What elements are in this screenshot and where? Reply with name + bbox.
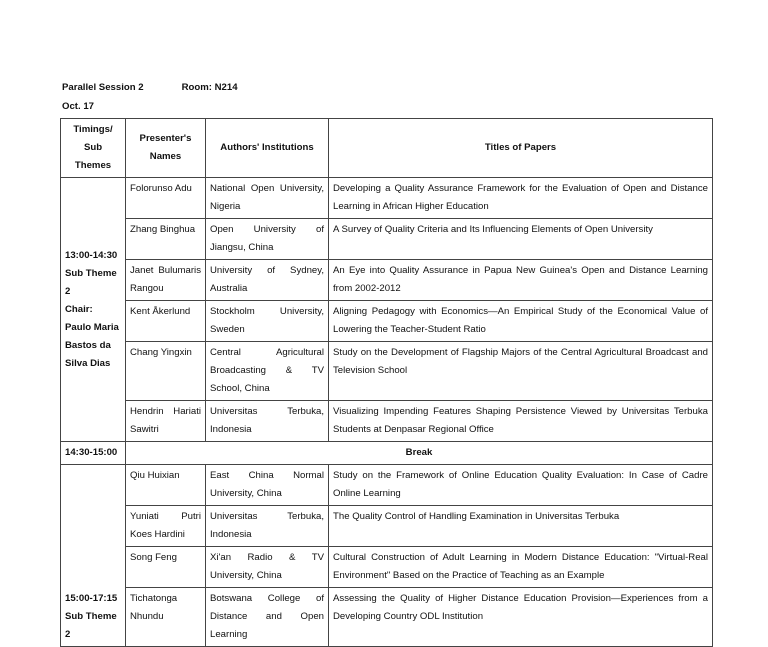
- break-label: Break: [126, 442, 713, 465]
- timing-line: 13:00-14:30: [65, 249, 118, 261]
- paper-title: A Survey of Quality Criteria and Its Influencing Elements of Open University: [329, 219, 713, 260]
- paper-title: Assessing the Quality of Higher Distance Education Provision—Experiences from a Developing Country ODL Institution: [329, 588, 713, 647]
- header-presenters: Presenter's Names: [126, 119, 206, 178]
- author-institution: National Open University, Nigeria: [206, 178, 329, 219]
- table-row: [61, 547, 713, 588]
- session-name: Parallel Session 2: [62, 82, 144, 93]
- schedule-table: [60, 118, 713, 647]
- paper-title: The Quality Control of Handling Examination in Universitas Terbuka: [329, 506, 713, 547]
- author-institution: Botswana College of Distance and Open Learning: [206, 588, 329, 647]
- presenter-name: Chang Yingxin: [126, 342, 206, 401]
- paper-title: Developing a Quality Assurance Framework for the Evaluation of Open and Distance Learning in African Higher Education: [329, 178, 713, 219]
- author-institution: East China Normal University, China: [206, 465, 329, 506]
- author-institution: University of Sydney, Australia: [206, 260, 329, 301]
- paper-title: Visualizing Impending Features Shaping Persistence Viewed by Universitas Terbuka Students at Denpasar Regional Office: [329, 401, 713, 442]
- timing-line: Chair:: [65, 303, 93, 315]
- table-row: [61, 506, 713, 547]
- table-row: [61, 178, 713, 219]
- break-row: [61, 442, 713, 465]
- table-row: [61, 301, 713, 342]
- room-label: Room: N214: [181, 82, 238, 93]
- table-header-row: [61, 119, 713, 178]
- table-row: [61, 342, 713, 401]
- break-timing: 14:30-15:00: [61, 442, 126, 465]
- timing-cell: [61, 465, 126, 647]
- paper-title: Study on the Development of Flagship Majors of the Central Agricultural Broadcast and Television School: [329, 342, 713, 401]
- paper-title: Aligning Pedagogy with Economics—An Empirical Study of the Economical Value of Lowering the Teacher-Student Ratio: [329, 301, 713, 342]
- timing-cell: [61, 178, 126, 442]
- session-header: [62, 82, 238, 93]
- timing-line: Sub Theme 2: [65, 611, 117, 640]
- table-row: [61, 401, 713, 442]
- author-institution: Universitas Terbuka, Indonesia: [206, 401, 329, 442]
- presenter-name: Kent Åkerlund: [126, 301, 206, 342]
- author-institution: Open University of Jiangsu, China: [206, 219, 329, 260]
- author-institution: Universitas Terbuka, Indonesia: [206, 506, 329, 547]
- author-institution: Xi'an Radio & TV University, China: [206, 547, 329, 588]
- table-row: [61, 588, 713, 647]
- presenter-name: Zhang Binghua: [126, 219, 206, 260]
- presenter-name: Yuniati Putri Koes Hardini: [126, 506, 206, 547]
- presenter-name: Hendrin Hariati Sawitri: [126, 401, 206, 442]
- header-titles: Titles of Papers: [329, 119, 713, 178]
- paper-title: Study on the Framework of Online Education Quality Evaluation: In Case of Cadre Online Learning: [329, 465, 713, 506]
- timing-line: Paulo Maria: [65, 321, 119, 333]
- presenter-name: Folorunso Adu: [126, 178, 206, 219]
- author-institution: Stockholm University, Sweden: [206, 301, 329, 342]
- timing-line: Silva Dias: [65, 357, 111, 369]
- timing-line: 15:00-17:15: [65, 593, 118, 604]
- presenter-name: Janet Bulumaris Rangou: [126, 260, 206, 301]
- session-date: Oct. 17: [62, 101, 94, 112]
- table-row: [61, 219, 713, 260]
- author-institution: Central Agricultural Broadcasting & TV School, China: [206, 342, 329, 401]
- paper-title: An Eye into Quality Assurance in Papua New Guinea's Open and Distance Learning from 2002-2012: [329, 260, 713, 301]
- presenter-name: Tichatonga Nhundu: [126, 588, 206, 647]
- header-timings: Timings/ Sub Themes: [61, 119, 126, 178]
- table-row: [61, 260, 713, 301]
- table-row: [61, 465, 713, 506]
- presenter-name: Song Feng: [126, 547, 206, 588]
- paper-title: Cultural Construction of Adult Learning in Modern Distance Education: "Virtual-Real Environment" Based on the Practice of Teaching as an Example: [329, 547, 713, 588]
- presenter-name: Qiu Huixian: [126, 465, 206, 506]
- timing-line: Sub Theme 2: [65, 267, 117, 297]
- header-institutions: Authors' Institutions: [206, 119, 329, 178]
- timing-line: Bastos da: [65, 339, 111, 351]
